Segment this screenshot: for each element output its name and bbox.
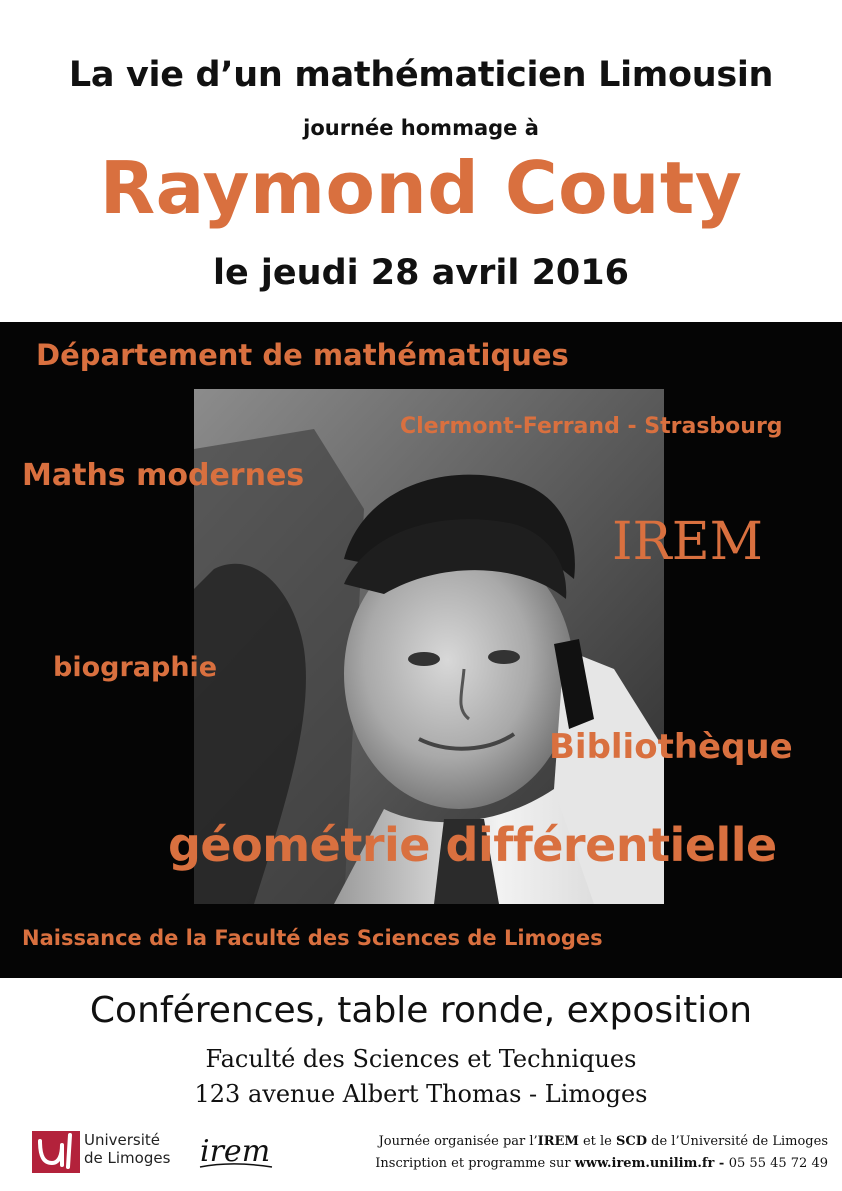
footer-contact (375, 1156, 828, 1171)
footer-credit (379, 1134, 828, 1149)
contact-url-link[interactable]: www.irem.unilim.fr (574, 1156, 715, 1171)
poster-title: La vie d’un mathématicien Limousin (68, 55, 774, 95)
keyword-library: Bibliothèque (549, 727, 793, 767)
event-date: le jeudi 28 avril 2016 (213, 253, 629, 293)
keyword-irem: IREM (612, 512, 763, 572)
credit-post: de l’Université de Limoges (647, 1134, 828, 1149)
keyword-modern-maths: Maths modernes (22, 458, 305, 493)
honoree-name: Raymond Couty (99, 146, 743, 230)
credit-mid: et le (578, 1134, 617, 1149)
university-name-line2: de Limoges (84, 1149, 171, 1167)
irem-logo-text: irem (200, 1134, 271, 1169)
contact-phone: 05 55 45 72 49 (728, 1156, 828, 1171)
event-activities: Conférences, table ronde, exposition (89, 990, 753, 1031)
credit-scd: SCD (616, 1134, 648, 1149)
contact-sep: - (714, 1156, 729, 1171)
university-logo-icon (32, 1127, 80, 1173)
keyword-faculty-birth: Naissance de la Faculté des Sciences de Limoges (22, 926, 603, 950)
university-name (84, 1131, 170, 1167)
keyword-differential-geometry: géométrie différentielle (168, 818, 777, 872)
keyword-biography: biographie (53, 652, 218, 683)
tribute-line: journée hommage à (303, 116, 539, 140)
credit-irem: IREM (537, 1134, 579, 1149)
event-venue: Faculté des Sciences et Techniques (205, 1045, 637, 1073)
contact-pre: Inscription et programme sur (375, 1156, 575, 1171)
event-address: 123 avenue Albert Thomas - Limoges (194, 1080, 648, 1108)
keyword-department: Département de mathématiques (36, 338, 569, 372)
university-name-line1: Université (84, 1131, 161, 1149)
irem-logo-icon (196, 1127, 276, 1173)
credit-pre: Journée organisée par l’ (378, 1134, 538, 1149)
keyword-cities: Clermont-Ferrand - Strasbourg (400, 414, 783, 439)
